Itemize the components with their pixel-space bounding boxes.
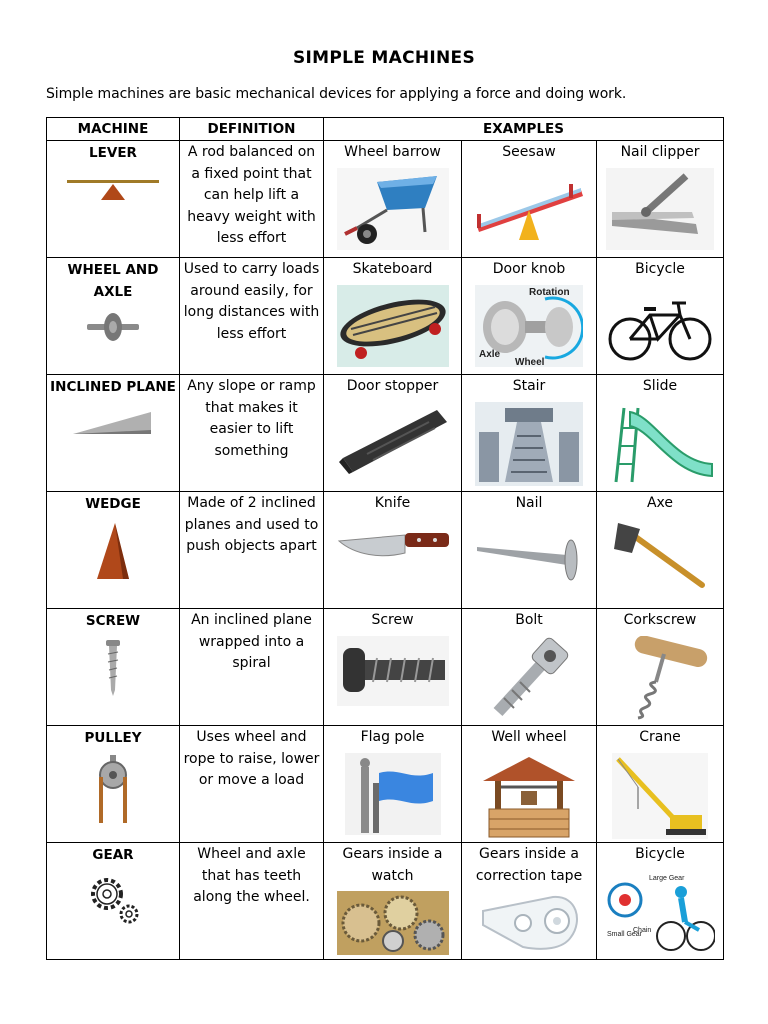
machine-name: WEDGE: [85, 496, 141, 512]
example-cell: [462, 141, 597, 258]
example-cell: [324, 726, 462, 843]
table-row: [47, 258, 724, 375]
rotation-tag: Rotation: [529, 286, 570, 298]
screw-example-icon: [337, 636, 449, 706]
example-cell: [324, 609, 462, 726]
example-label: Gears inside a watch: [342, 846, 443, 884]
example-label: Axe: [646, 495, 674, 511]
example-label: Nail: [515, 495, 543, 511]
flag-pole-icon: [345, 753, 441, 835]
seesaw-icon: [469, 168, 589, 250]
machine-name: LEVER: [89, 145, 137, 161]
example-label: Seesaw: [502, 144, 556, 160]
example-cell: [597, 375, 724, 492]
example-label: Stair: [512, 378, 546, 394]
door-stopper-icon: [337, 402, 449, 482]
example-label: Skateboard: [352, 261, 433, 277]
definition-text: Made of 2 inclined planes and used to push objects apart: [184, 495, 319, 554]
example-label: Screw: [371, 612, 414, 628]
example-cell: [324, 843, 462, 960]
inclined-plane-icon: [71, 404, 155, 438]
simple-machines-table: [46, 117, 724, 960]
example-cell: [462, 726, 597, 843]
definition-text: Uses wheel and rope to raise, lower or move a load: [183, 729, 320, 788]
table-row: [47, 375, 724, 492]
machine-name: GEAR: [92, 847, 134, 863]
example-cell: [462, 843, 597, 960]
example-cell: [597, 726, 724, 843]
stair-icon: [475, 402, 583, 486]
gear-icon: [83, 872, 143, 928]
machine-cell: [47, 609, 180, 726]
definition-cell: [180, 141, 324, 258]
watch-gears-icon: [337, 891, 449, 955]
example-label: Well wheel: [491, 729, 567, 745]
example-cell: [324, 258, 462, 375]
example-label: Bicycle: [635, 846, 685, 862]
table-row: [47, 609, 724, 726]
example-cell: [324, 141, 462, 258]
definition-cell: [180, 609, 324, 726]
screw-icon: [103, 638, 123, 698]
example-label: Crane: [639, 729, 681, 745]
wheelbarrow-icon: [337, 168, 449, 250]
table-row: [47, 141, 724, 258]
lever-icon: [63, 170, 163, 210]
definition-text: Wheel and axle that has teeth along the wheel.: [193, 846, 310, 905]
definition-text: A rod balanced on a fixed point that can help lift a heavy weight with less effort: [187, 144, 316, 246]
crane-icon: [612, 753, 708, 839]
small-gear-tag: Small Gear: [607, 930, 643, 938]
machine-name: PULLEY: [84, 730, 142, 746]
axe-icon: [610, 519, 710, 593]
corkscrew-icon: [610, 636, 710, 720]
well-wheel-icon: [481, 753, 577, 839]
header-examples: EXAMPLES: [324, 118, 724, 141]
knife-icon: [335, 519, 451, 589]
nail-icon: [473, 519, 585, 589]
example-cell: [597, 141, 724, 258]
example-label: Bolt: [515, 612, 543, 628]
example-label: Door knob: [492, 261, 566, 277]
chain-tag: Chain: [633, 926, 652, 934]
example-cell: [462, 492, 597, 609]
header-definition: DEFINITION: [180, 118, 324, 141]
machine-cell: [47, 492, 180, 609]
intro-text: Simple machines are basic mechanical devices for applying a force and doing work.: [46, 86, 627, 102]
definition-text: An inclined plane wrapped into a spiral: [191, 612, 312, 671]
example-cell: [597, 843, 724, 960]
machine-cell: [47, 141, 180, 258]
definition-cell: [180, 258, 324, 375]
example-label: Bicycle: [635, 261, 685, 277]
example-cell: [324, 375, 462, 492]
large-gear-tag: Large Gear: [649, 874, 685, 882]
machine-cell: [47, 843, 180, 960]
door-knob-icon: [475, 285, 583, 367]
machine-cell: [47, 375, 180, 492]
example-cell: [597, 258, 724, 375]
machine-name: WHEEL AND AXLE: [67, 262, 159, 300]
wheel-and-axle-icon: [83, 309, 143, 345]
pulley-icon: [93, 755, 133, 825]
example-cell: [462, 609, 597, 726]
bicycle-gears-icon: [605, 870, 715, 952]
definition-cell: [180, 843, 324, 960]
definition-text: Used to carry loads around easily, for long distances with less effort: [183, 261, 320, 342]
table-row: [47, 843, 724, 960]
wheel-tag: Wheel: [515, 356, 545, 367]
definition-text: Any slope or ramp that makes it easier to lift something: [187, 378, 316, 459]
example-cell: [597, 609, 724, 726]
example-label: Gears inside a correction tape: [475, 846, 583, 884]
slide-icon: [604, 402, 716, 486]
example-cell: [324, 492, 462, 609]
example-label: Slide: [642, 378, 678, 394]
example-cell: [462, 375, 597, 492]
page-title: SIMPLE MACHINES: [293, 48, 475, 68]
definition-cell: [180, 492, 324, 609]
machine-cell: [47, 258, 180, 375]
example-label: Nail clipper: [620, 144, 700, 160]
example-cell: [597, 492, 724, 609]
example-label: Corkscrew: [623, 612, 697, 628]
table-row: [47, 492, 724, 609]
nail-clipper-icon: [606, 168, 714, 250]
example-cell: [462, 258, 597, 375]
skateboard-icon: [337, 285, 449, 367]
machine-name: INCLINED PLANE: [50, 379, 176, 395]
definition-cell: [180, 726, 324, 843]
axle-tag: Axle: [479, 348, 501, 360]
table-row: [47, 726, 724, 843]
example-label: Door stopper: [346, 378, 439, 394]
example-label: Flag pole: [360, 729, 425, 745]
header-machine: MACHINE: [47, 118, 180, 141]
header-row: [47, 118, 724, 141]
machine-cell: [47, 726, 180, 843]
wedge-icon: [93, 521, 133, 581]
bicycle-icon: [604, 285, 716, 367]
correction-tape-icon: [473, 891, 585, 955]
example-label: Wheel barrow: [344, 144, 441, 160]
definition-cell: [180, 375, 324, 492]
bolt-icon: [484, 636, 574, 720]
machine-name: SCREW: [85, 613, 141, 629]
example-label: Knife: [374, 495, 411, 511]
